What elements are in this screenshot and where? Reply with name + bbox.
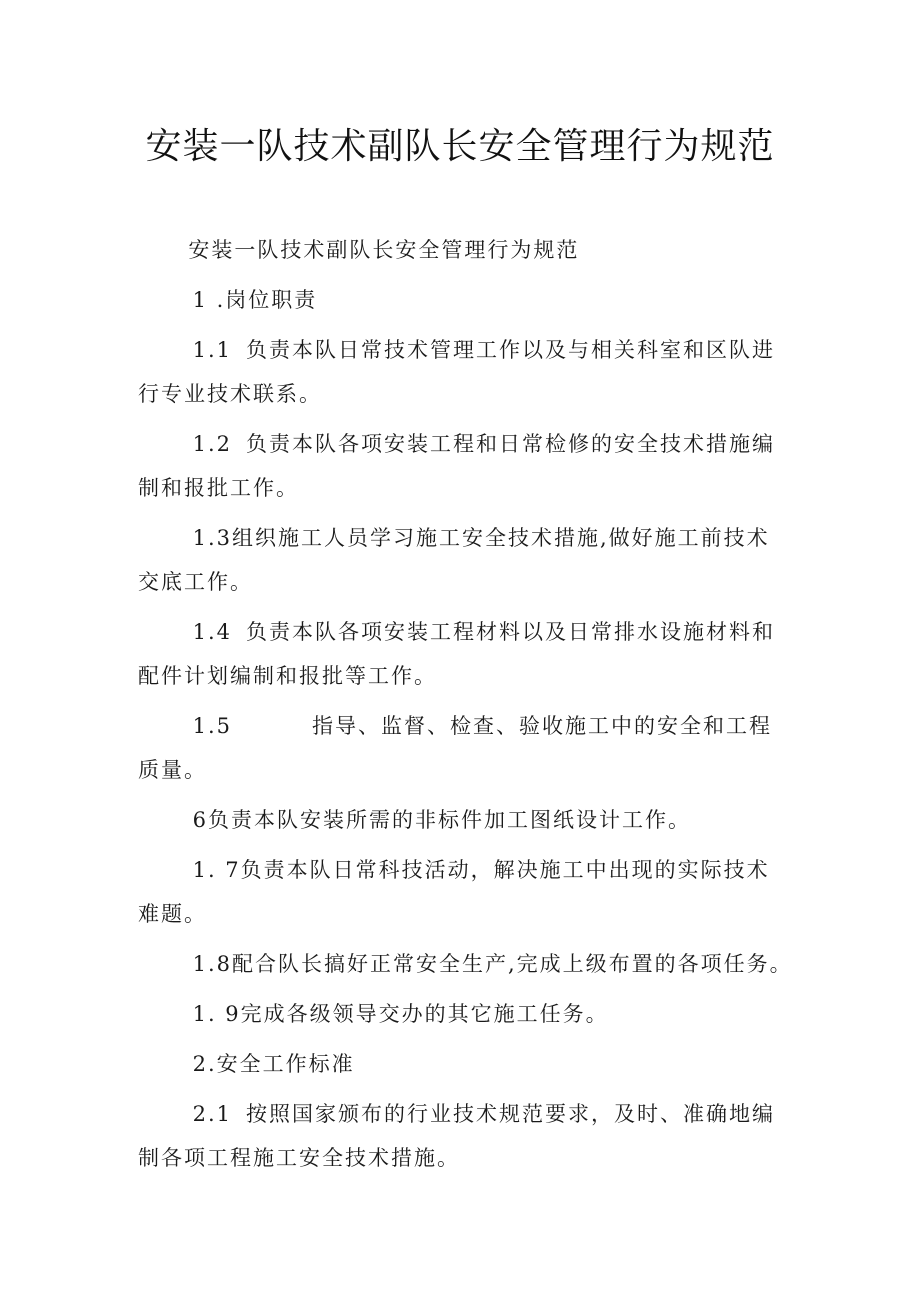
list-item (138, 992, 788, 1036)
item-number: 1.5 (192, 714, 232, 738)
list-item (138, 704, 788, 792)
item-text: 负责本队日常技术管理工作以及与相关科室和区队进行专业技术联系。 (138, 338, 775, 406)
item-text: 负责本队各项安装工程材料以及日常排水设施材料和配件计划编制和报批等工作。 (138, 620, 775, 688)
list-item (138, 942, 793, 986)
list-item (138, 328, 788, 416)
list-item (138, 516, 788, 604)
item-number: 1.4 (192, 620, 232, 644)
item-text: 负责本队安装所需的非标件加工图纸设计工作。 (207, 808, 691, 832)
item-text: 配合队长搞好正常安全生产,完成上级布置的各项任务。 (232, 952, 793, 976)
item-number: 1.8 (192, 952, 232, 976)
list-item (138, 798, 788, 842)
item-text: 按照国家颁布的行业技术规范要求，及时、准确地编制各项工程施工安全技术措施。 (138, 1102, 775, 1170)
item-number: 1. 9 (192, 1002, 241, 1026)
item-number: 2.1 (192, 1102, 232, 1126)
item-text: 完成各级领导交办的其它施工任务。 (240, 1002, 609, 1026)
section-heading-duties: 1 .岗位职责 (192, 288, 318, 312)
item-number: 1.2 (192, 432, 232, 456)
section-heading-standards: 2.安全工作标准 (192, 1052, 355, 1076)
item-text: 组织施工人员学习施工安全技术措施,做好施工前技术交底工作。 (138, 526, 770, 594)
document-title: 安装一队技术副队长安全管理行为规范 (145, 126, 775, 167)
item-text: 负责本队日常科技活动，解决施工中出现的实际技术难题。 (138, 858, 770, 926)
item-number: 1. 7 (192, 858, 241, 882)
document-body (138, 228, 793, 1186)
document-subtitle: 安装一队技术副队长安全管理行为规范 (188, 238, 580, 262)
list-item (138, 848, 788, 936)
item-number: 1.1 (192, 338, 232, 362)
item-text: 负责本队各项安装工程和日常检修的安全技术措施编制和报批工作。 (138, 432, 775, 500)
list-item (138, 610, 788, 698)
list-item (138, 1092, 788, 1180)
item-number: 1.3 (192, 526, 232, 550)
list-item (138, 422, 788, 510)
item-text: 指导、监督、检查、验收施工中的安全和工程质量。 (138, 714, 772, 782)
item-number: 6 (192, 808, 208, 832)
